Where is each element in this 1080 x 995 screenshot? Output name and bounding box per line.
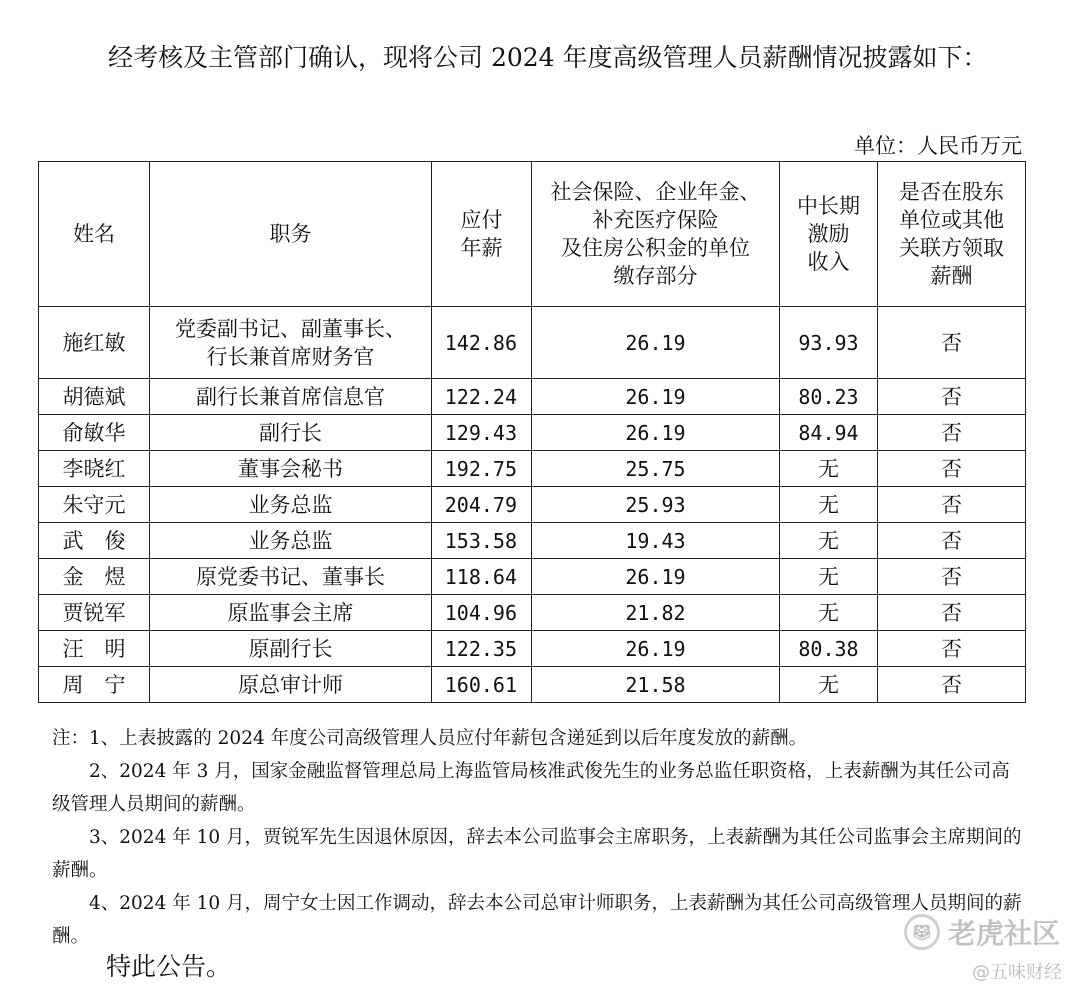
table-row xyxy=(39,523,1026,559)
watermark-source: @五味财经 xyxy=(972,962,1062,983)
cell-incentive: 84.94 xyxy=(780,415,878,451)
cell-position: 业务总监 xyxy=(150,523,432,559)
cell-insurance: 26.19 xyxy=(532,631,780,667)
cell-insurance: 21.58 xyxy=(532,667,780,703)
tiger-community-logo-icon: 🐯︎ xyxy=(904,914,940,950)
cell-name: 贾锐军 xyxy=(39,595,150,631)
cell-insurance: 19.43 xyxy=(532,523,780,559)
cell-related: 否 xyxy=(878,307,1026,379)
table-row xyxy=(39,415,1026,451)
cell-incentive: 无 xyxy=(780,667,878,703)
cell-incentive: 无 xyxy=(780,559,878,595)
note-3: 3、2024 年 10 月，贾锐军先生因退休原因，辞去本公司监事会主席职务，上表薪酬为其任公司监事会主席期间的薪酬。 xyxy=(52,827,1022,881)
cell-incentive: 93.93 xyxy=(780,307,878,379)
cell-position: 原党委书记、董事长 xyxy=(150,559,432,595)
table-row xyxy=(39,559,1026,595)
intro-paragraph: 经考核及主管部门确认，现将公司 2024 年度高级管理人员薪酬情况披露如下： xyxy=(108,43,988,72)
cell-position: 党委副书记、副董事长、 行长兼首席财务官 xyxy=(150,307,432,379)
cell-insurance: 26.19 xyxy=(532,307,780,379)
salary-table xyxy=(38,161,1026,703)
cell-related: 否 xyxy=(878,631,1026,667)
cell-insurance: 26.19 xyxy=(532,559,780,595)
cell-related: 否 xyxy=(878,559,1026,595)
header-salary: 应付 年薪 xyxy=(432,162,532,307)
note-4: 4、2024 年 10 月，周宁女士因工作调动，辞去本公司总审计师职务，上表薪酬为其任公司高级管理人员期间的薪酬。 xyxy=(52,893,1022,947)
cell-name: 施红敏 xyxy=(39,307,150,379)
cell-insurance: 26.19 xyxy=(532,379,780,415)
header-insurance: 社会保险、企业年金、 补充医疗保险 及住房公积金的单位 缴存部分 xyxy=(532,162,780,307)
cell-incentive: 无 xyxy=(780,487,878,523)
cell-name: 朱守元 xyxy=(39,487,150,523)
cell-position: 原总审计师 xyxy=(150,667,432,703)
cell-salary: 204.79 xyxy=(432,487,532,523)
header-incentive: 中长期 激励 收入 xyxy=(780,162,878,307)
cell-name: 李晓红 xyxy=(39,451,150,487)
cell-salary: 153.58 xyxy=(432,523,532,559)
cell-position: 原副行长 xyxy=(150,631,432,667)
cell-salary: 142.86 xyxy=(432,307,532,379)
header-related-party: 是否在股东 单位或其他 关联方领取 薪酬 xyxy=(878,162,1026,307)
cell-name: 周 宁 xyxy=(39,667,150,703)
unit-label: 单位：人民币万元 xyxy=(854,134,1022,158)
cell-position: 副行长兼首席信息官 xyxy=(150,379,432,415)
cell-salary: 160.61 xyxy=(432,667,532,703)
watermark-brand-text: 老虎社区 xyxy=(947,917,1060,950)
cell-position: 业务总监 xyxy=(150,487,432,523)
table-row xyxy=(39,667,1026,703)
cell-insurance: 26.19 xyxy=(532,415,780,451)
cell-incentive: 80.23 xyxy=(780,379,878,415)
cell-related: 否 xyxy=(878,379,1026,415)
cell-salary: 122.24 xyxy=(432,379,532,415)
cell-name: 俞敏华 xyxy=(39,415,150,451)
cell-name: 汪 明 xyxy=(39,631,150,667)
cell-position: 董事会秘书 xyxy=(150,451,432,487)
table-row xyxy=(39,379,1026,415)
cell-incentive: 无 xyxy=(780,595,878,631)
cell-insurance: 21.82 xyxy=(532,595,780,631)
cell-name: 胡德斌 xyxy=(39,379,150,415)
cell-name: 金 煜 xyxy=(39,559,150,595)
cell-salary: 104.96 xyxy=(432,595,532,631)
header-position: 职务 xyxy=(150,162,432,307)
notes-section xyxy=(52,722,1027,953)
cell-insurance: 25.75 xyxy=(532,451,780,487)
cell-salary: 122.35 xyxy=(432,631,532,667)
table-row xyxy=(39,307,1026,379)
table-header-row xyxy=(39,162,1026,307)
cell-related: 否 xyxy=(878,415,1026,451)
table-row xyxy=(39,451,1026,487)
cell-incentive: 80.38 xyxy=(780,631,878,667)
cell-salary: 118.64 xyxy=(432,559,532,595)
cell-related: 否 xyxy=(878,451,1026,487)
cell-salary: 129.43 xyxy=(432,415,532,451)
cell-incentive: 无 xyxy=(780,451,878,487)
table-row xyxy=(39,595,1026,631)
note-2: 2、2024 年 3 月，国家金融监督管理总局上海监管局核准武俊先生的业务总监任职资格，上表薪酬为其任公司高级管理人员期间的薪酬。 xyxy=(52,761,1010,815)
table-row xyxy=(39,487,1026,523)
cell-insurance: 25.93 xyxy=(532,487,780,523)
closing-text: 特此公告。 xyxy=(106,952,232,981)
cell-position: 原监事会主席 xyxy=(150,595,432,631)
note-1: 注：1、上表披露的 2024 年度公司高级管理人员应付年薪包含递延到以后年度发放的薪酬。 xyxy=(52,728,808,749)
header-name: 姓名 xyxy=(39,162,150,307)
table-row xyxy=(39,631,1026,667)
cell-name: 武 俊 xyxy=(39,523,150,559)
cell-salary: 192.75 xyxy=(432,451,532,487)
watermark-brand xyxy=(904,912,1060,952)
cell-incentive: 无 xyxy=(780,523,878,559)
cell-related: 否 xyxy=(878,523,1026,559)
cell-related: 否 xyxy=(878,667,1026,703)
cell-related: 否 xyxy=(878,487,1026,523)
cell-related: 否 xyxy=(878,595,1026,631)
cell-position: 副行长 xyxy=(150,415,432,451)
